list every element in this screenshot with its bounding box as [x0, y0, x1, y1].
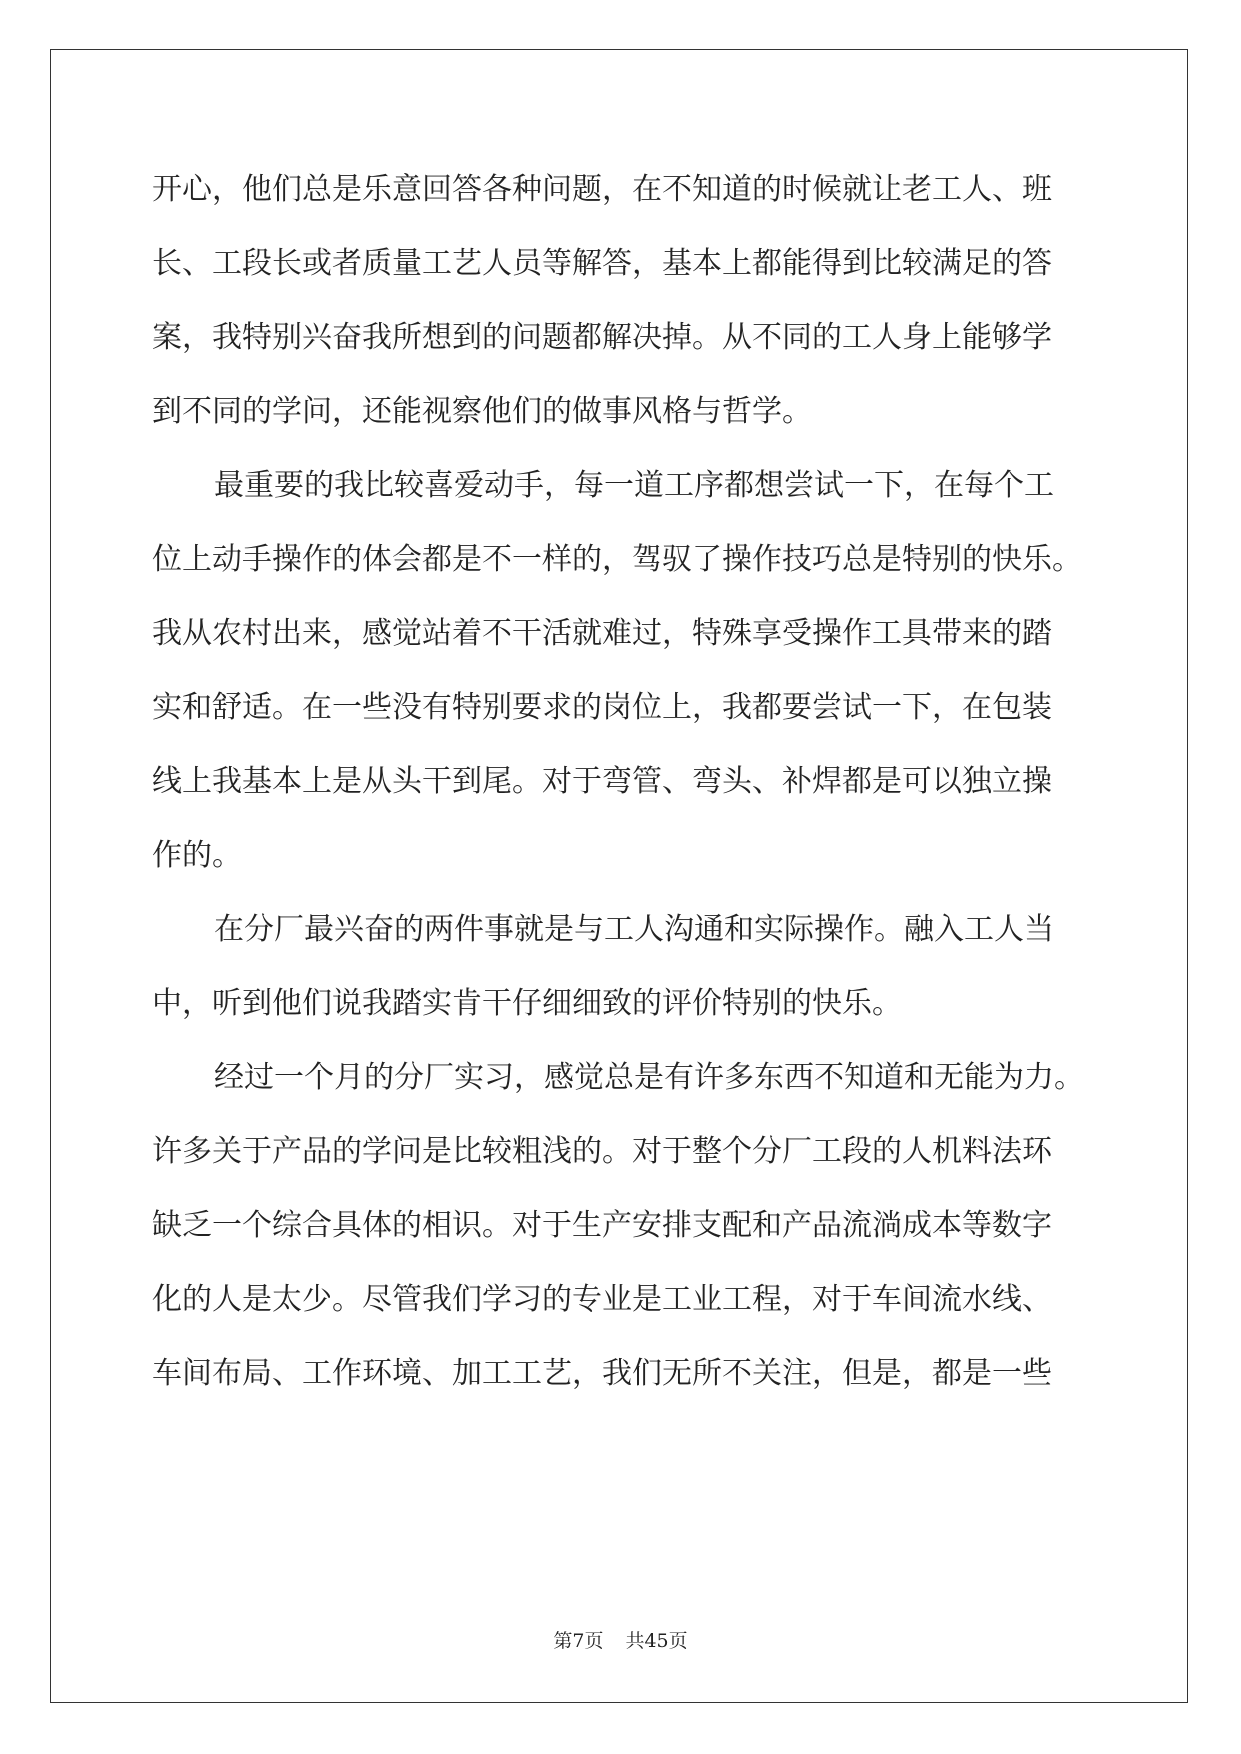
text-line: 开心，他们总是乐意回答各种问题，在不知道的时候就让老工人、班	[152, 172, 1052, 207]
text-line: 线上我基本上是从头干到尾。对于弯管、弯头、补焊都是可以独立操	[152, 764, 1052, 799]
text-line: 中，听到他们说我踏实肯干仔细细致的评价特别的快乐。	[152, 986, 902, 1021]
text-line: 案，我特别兴奋我所想到的问题都解决掉。从不同的工人身上能够学	[152, 320, 1052, 355]
paragraph-first-line: 最重要的我比较喜爱动手，每一道工序都想尝试一下，在每个工	[214, 468, 1054, 503]
total-pages: 共45页	[625, 1630, 688, 1652]
page-footer	[0, 1626, 1241, 1653]
page-border	[50, 49, 1188, 1703]
text-line: 我从农村出来，感觉站着不干活就难过，特殊享受操作工具带来的踏	[152, 616, 1052, 651]
text-line: 缺乏一个综合具体的相识。对于生产安排支配和产品流淌成本等数字	[152, 1208, 1052, 1243]
paragraph-first-line: 经过一个月的分厂实习，感觉总是有许多东西不知道和无能为力。	[214, 1060, 1084, 1095]
text-line: 实和舒适。在一些没有特别要求的岗位上，我都要尝试一下，在包装	[152, 690, 1052, 725]
text-line: 作的。	[152, 838, 242, 873]
text-line: 化的人是太少。尽管我们学习的专业是工业工程，对于车间流水线、	[152, 1282, 1052, 1317]
paragraph-first-line: 在分厂最兴奋的两件事就是与工人沟通和实际操作。融入工人当	[214, 912, 1054, 947]
page-number: 第7页	[553, 1630, 604, 1652]
text-line: 位上动手操作的体会都是不一样的，驾驭了操作技巧总是特别的快乐。	[152, 542, 1082, 577]
text-line: 许多关于产品的学问是比较粗浅的。对于整个分厂工段的人机料法环	[152, 1134, 1052, 1169]
text-line: 到不同的学问，还能视察他们的做事风格与哲学。	[152, 394, 812, 429]
text-line: 长、工段长或者质量工艺人员等解答，基本上都能得到比较满足的答	[152, 246, 1052, 281]
text-line: 车间布局、工作环境、加工工艺，我们无所不关注，但是，都是一些	[152, 1356, 1052, 1391]
